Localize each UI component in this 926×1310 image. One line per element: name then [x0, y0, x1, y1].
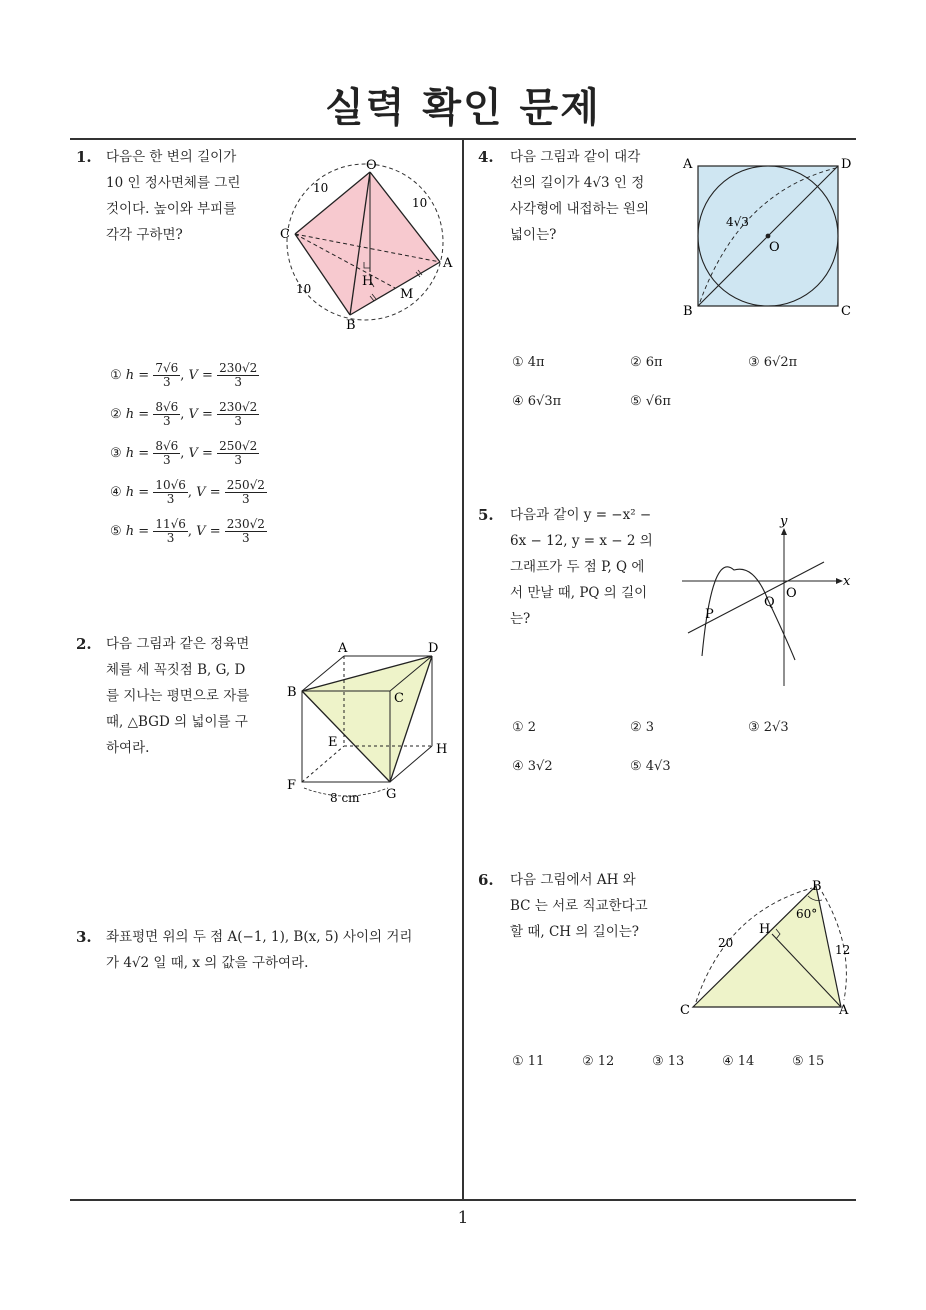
q2-label-G: G — [386, 787, 397, 802]
q6-edge-label-20: 20 — [718, 936, 734, 950]
page-number: 1 — [457, 1208, 469, 1228]
q6-label-H: H — [759, 922, 771, 937]
q1-option-4[interactable]: ④ h = $\frac{10√6}{3}$ , V = $\frac{250√2}{3}$ — [110, 478, 265, 506]
q6-label-B: B — [812, 879, 822, 894]
q6-number: 6. — [478, 871, 494, 889]
q5-number: 5. — [478, 506, 494, 524]
q4-length-label: 4√3 — [726, 215, 749, 229]
q5-option-4[interactable]: ④ 3√2 — [512, 759, 553, 774]
q4-label-O: O — [769, 240, 780, 255]
q5-label-y: y — [780, 514, 788, 529]
q1-label-O: O — [366, 158, 377, 173]
q1-edge-label-1: 10 — [313, 181, 329, 195]
q3-number: 3. — [76, 928, 92, 946]
page-title: 실력 확인 문제 — [325, 85, 601, 131]
q1-label-C: C — [280, 227, 290, 242]
q1-label-A: A — [443, 256, 453, 271]
q4-option-5[interactable]: ⑤ √6π — [630, 394, 671, 409]
q2-label-B: B — [287, 685, 297, 700]
q2-label-F: F — [287, 778, 297, 793]
q1-options — [110, 356, 267, 551]
q4-label-C: C — [841, 304, 851, 319]
q1-number: 1. — [76, 148, 92, 166]
q6-triangle — [693, 886, 841, 1007]
q6-angle-label: 60° — [796, 907, 818, 921]
q6-label-A: A — [839, 1003, 849, 1018]
q4-label-D: D — [841, 157, 852, 172]
q1-edge-label-2: 10 — [412, 196, 428, 210]
q6-option-4[interactable]: ④ 14 — [722, 1054, 755, 1069]
q4-option-4[interactable]: ④ 6√3π — [512, 394, 562, 409]
q4-label-A: A — [683, 157, 693, 172]
q5-option-3[interactable]: ③ 2√3 — [748, 720, 789, 735]
q5-label-P: P — [705, 607, 714, 622]
q5-text: 다음과 같이 y = −x² − 6x − 12, y = x − 2 의 그래프가 두 점 P, Q 에 서 만날 때, PQ 의 길이 는? — [510, 507, 653, 627]
q4-square-figure — [680, 152, 860, 322]
q1-option-2[interactable]: ② h = $\frac{8√6}{3}$ , V = $\frac{230√2}{3}$ — [110, 400, 258, 428]
q1-option-5[interactable]: ⑤ h = $\frac{11√6}{3}$ , V = $\frac{230√2}{3}$ — [110, 517, 265, 545]
q2-label-C: C — [394, 691, 404, 706]
q6-edge-label-12: 12 — [835, 943, 851, 957]
q4-option-3[interactable]: ③ 6√2π — [748, 355, 798, 370]
q1-label-M: M — [400, 287, 414, 302]
q2-number: 2. — [76, 635, 92, 653]
bottom-rule — [70, 1199, 856, 1201]
q2-label-A: A — [338, 641, 348, 656]
q5-option-5[interactable]: ⑤ 4√3 — [630, 759, 671, 774]
q2-cube-figure — [282, 636, 457, 808]
q5-option-1[interactable]: ① 2 — [512, 720, 537, 735]
q2-label-E: E — [328, 735, 338, 750]
q4-number: 4. — [478, 148, 494, 166]
q1-option-3[interactable]: ③ h = $\frac{8√6}{3}$ , V = $\frac{250√2}{3}$ — [110, 439, 258, 467]
q1-label-H: H — [362, 274, 374, 289]
q6-label-C: C — [680, 1003, 690, 1018]
q4-text: 다음 그림과 같이 대각 선의 길이가 4√3 인 정 사각형에 내접하는 원의 넓이는? — [510, 149, 649, 243]
q1-tetrahedron-figure — [278, 150, 463, 335]
q6-triangle-figure — [676, 872, 856, 1022]
q5-graph-figure — [680, 510, 855, 690]
q2-label-D: D — [428, 641, 439, 656]
q1-option-1[interactable]: ① h = $\frac{7√6}{3}$ , V = $\frac{230√2}{3}$ — [110, 361, 258, 389]
q2-length-label: 8 cm — [330, 791, 360, 805]
q5-label-x: x — [843, 574, 851, 589]
q1-text: 다음은 한 변의 길이가 10 인 정사면체를 그린 것이다. 높이와 부피를 각각 구하면? — [106, 149, 241, 243]
q1-edge-label-3: 10 — [296, 282, 312, 296]
q2-label-H: H — [436, 742, 448, 757]
q6-option-3[interactable]: ③ 13 — [652, 1054, 685, 1069]
q4-option-1[interactable]: ① 4π — [512, 355, 545, 370]
q5-label-O: O — [786, 586, 797, 601]
q1-label-B: B — [346, 318, 356, 333]
q5-line — [688, 562, 824, 633]
q6-option-2[interactable]: ② 12 — [582, 1054, 615, 1069]
q6-option-5[interactable]: ⑤ 15 — [792, 1054, 825, 1069]
q5-option-2[interactable]: ② 3 — [630, 720, 655, 735]
q6-option-1[interactable]: ① 11 — [512, 1054, 545, 1069]
q4-option-2[interactable]: ② 6π — [630, 355, 663, 370]
q4-label-B: B — [683, 304, 693, 319]
q3-text: 좌표평면 위의 두 점 A(−1, 1), B(x, 5) 사이의 거리 가 4√2 일 때, x 의 값을 구하여라. — [106, 929, 413, 971]
q2-text: 다음 그림과 같은 정육면 체를 세 꼭짓점 B, G, D 를 지나는 평면으로 자를 때, △BGD 의 넓이를 구 하여라. — [106, 636, 250, 756]
q6-text: 다음 그림에서 AH 와 BC 는 서로 직교한다고 할 때, CH 의 길이는? — [510, 872, 648, 940]
q5-label-Q: Q — [764, 595, 775, 610]
